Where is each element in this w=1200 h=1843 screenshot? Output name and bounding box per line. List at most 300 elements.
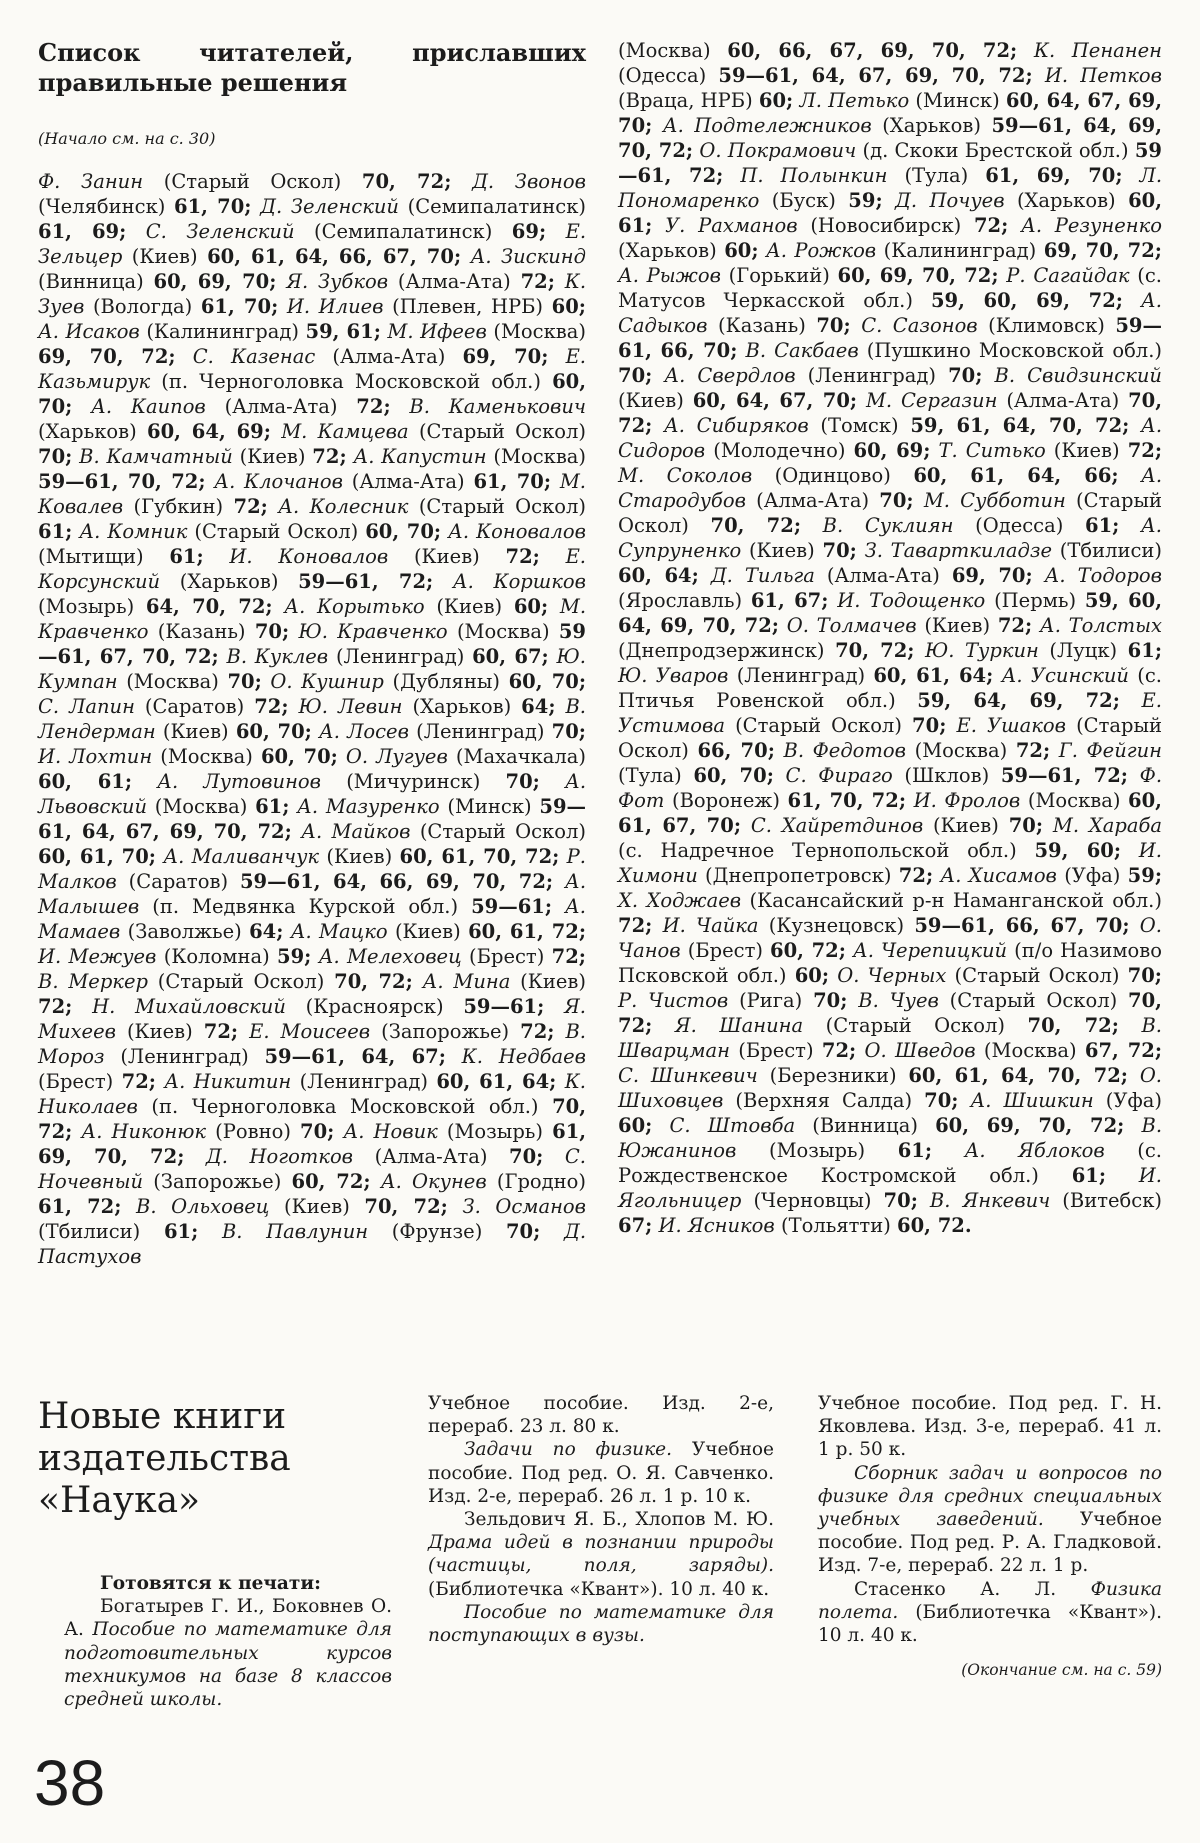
reader-entry [787,614,1032,637]
reader-name: А. Резуненко [1021,214,1162,237]
reader-city: (Одесса) [975,514,1064,537]
problem-numbers: 61 [255,795,283,818]
reader-name: А. Сибиряков [664,414,809,437]
reader-entry [665,214,1008,237]
reader-name: В. Федотов [783,739,907,762]
reader-entry [940,864,1162,887]
separator: ; [645,1114,653,1137]
reader-entry [38,170,451,193]
problem-numbers: 59—61, 64, 66, 69, 70, 72 [239,870,546,893]
reader-city: (д. Скоки Брестской обл.) [862,139,1129,162]
problem-numbers: 61, 69, 70, 72 [38,1120,587,1168]
reader-city: (Киев) [162,720,229,743]
reader-city: (Киев) [326,845,393,868]
separator: ; [1154,639,1163,662]
reader-entry [136,1195,448,1218]
reader-city: (Старый Оскол) [418,420,586,443]
reader-name: А. Коновалов [448,520,586,543]
separator: ; [230,1020,239,1043]
reader-city: (Тольятти) [780,1214,891,1237]
reader-city: (Мозырь) [38,595,135,618]
reader-name: У. Рахманов [665,214,798,237]
readers-list-right [618,38,1162,1238]
reader-name: А. Новик [343,1120,438,1143]
reader-city: (Кузнецовск) [768,914,905,937]
reader-city: (Киев) [924,614,991,637]
reader-city: (п. Медвянка Курской обл.) [152,895,459,918]
reader-name: Д. Тильга [710,564,815,587]
problem-numbers: 70 [1127,964,1155,987]
problem-numbers: 59—61, 70, 72 [38,470,199,493]
problem-numbers: 72 [38,995,66,1018]
reader-name: О. Шведов [864,1039,976,1062]
problem-numbers: 70 [38,445,66,468]
reader-name: Е. Ушаков [956,714,1066,737]
separator: ; [1025,64,1033,87]
reader-city: (Алма-Ата) [374,1145,488,1168]
problem-numbers: 72 [821,1039,850,1062]
reader-name: В. Ольховец [136,1195,270,1218]
reader-entry [38,945,311,968]
reader-city: (Красноярск) [305,995,444,1018]
problem-numbers: 70, 72 [361,170,445,193]
reader-city: (Киев) [1053,439,1120,462]
separator: ; [65,1120,73,1143]
book-details: Учебное пособие. Изд. 2-е, перераб. 23 л. 80 к. [428,1393,774,1438]
reader-city: (Киев) [394,920,461,943]
reader-name: Л. Пономаренко [618,164,1163,212]
separator: ; [211,645,219,668]
reader-name: А. Колесник [278,495,409,518]
separator: ; [65,995,73,1018]
reader-name: В. Шварцман [618,1014,1162,1062]
problem-numbers: 61, 70 [200,295,272,318]
reader-entry [299,695,556,718]
reader-city: (Старый Оскол) [954,964,1120,987]
reader-name: А. Мелеховец [318,945,462,968]
problem-numbers: 59, 64, 69, 72 [917,689,1113,712]
separator: ; [547,270,555,293]
reader-city: (Буск) [771,189,836,212]
reader-entry [38,320,381,343]
book-details: Учебное пособие. Под ред. О. Я. Савченко. Изд. 2-е, перераб. 26 л. 1 р. 10 к. [428,1439,774,1507]
problem-numbers: 60 [551,295,579,318]
problem-numbers: 61, 70 [174,195,245,218]
reader-name: И. Коновалов [229,545,389,568]
problem-numbers: 72 [233,495,261,518]
separator: ; [1154,439,1163,462]
reader-city: (Ленинград) [299,1070,428,1093]
reader-entry [711,564,1033,587]
reader-city: (с. Птичья Ровенской обл.) [618,664,1162,712]
reader-name: Ф. Фот [618,764,1163,812]
reader-city: (Москва) [456,620,550,643]
separator: ; [730,339,738,362]
separator: ; [440,1195,448,1218]
book-details: (Библиотечка «Квант»). 10 л. 40 к. [428,1578,770,1600]
reader-name: А. Львовский [38,770,587,818]
problem-numbers: 70 [1008,814,1036,837]
problem-numbers: 70, 72 [710,514,794,537]
reader-name: А. Никитин [164,1070,292,1093]
problem-numbers: 60, 69 [853,439,924,462]
separator: ; [1113,839,1122,862]
separator: ; [276,920,284,943]
reader-name: Т. Ситько [938,439,1046,462]
reader-name: В. Мороз [38,1020,586,1068]
separator: ; [536,1145,544,1168]
book-title: Физика полета. [818,1578,1162,1623]
separator: ; [304,945,312,968]
reader-entry [227,645,549,668]
separator: ; [907,639,915,662]
reader-city: (Старый Оскол) [618,489,1162,537]
problem-numbers: 59—61 [471,895,545,918]
reader-name: В. Куклев [226,645,329,668]
problem-numbers: 60, 61, 64 [436,1070,550,1093]
problem-numbers: 67, 72 [1084,1039,1155,1062]
separator: ; [1120,1064,1128,1087]
problem-numbers: 60 [794,964,822,987]
separator: ; [327,1120,335,1143]
problem-numbers: 70, 72 [618,989,1162,1037]
reader-city: (Киев) [239,445,306,468]
separator: ; [282,795,290,818]
reader-city: (Дубляны) [392,670,500,693]
problem-numbers: 60, 61, 64 [873,664,987,687]
reader-name: Д. Пастухов [38,1220,587,1268]
separator: ; [1025,564,1033,587]
reader-city: (Воронеж) [671,789,780,812]
separator: ; [578,670,587,693]
reader-name: Ю. Левин [298,695,403,718]
reader-name: О. Лугуев [345,745,448,768]
reader-city: (Новосибирск) [810,214,962,237]
reader-name: Я. Михеев [38,995,587,1043]
reader-name: М. Сергазин [865,389,998,412]
separator: ; [124,770,133,793]
reader-name: З. Османов [462,1195,587,1218]
problem-numbers: 70 [227,670,255,693]
problem-numbers: 72 [1015,739,1043,762]
problem-numbers: 61 [169,545,197,568]
reader-name: В. Суклиян [822,514,954,537]
reader-entry [164,1070,556,1093]
reader-city: (п. Черноголовка Московской обл.) [161,370,541,393]
separator: ; [532,545,540,568]
reader-city: (Москва) [914,739,1008,762]
problem-numbers: 70 [505,1220,534,1243]
reader-name: М. Субботин [923,489,1066,512]
reader-name: А. Каипов [91,395,206,418]
problem-numbers: 59—61, 64, 67 [264,1045,439,1068]
separator: ; [578,945,586,968]
reader-name: З. Таварткиладзе [864,539,1053,562]
reader-name: Ю. Кумпан [38,645,586,693]
reader-name: Е. Моисеев [249,1020,371,1043]
reader-entry [38,970,413,993]
reader-name: Х. Ходжаев [618,889,742,912]
problem-numbers: 72 [997,614,1025,637]
reader-city: (Молодечно) [713,439,846,462]
separator: ; [751,239,759,262]
reader-city: (Верхняя Салда) [735,1089,913,1112]
separator: ; [426,570,434,593]
separator: ; [771,614,779,637]
reader-city: (Харьков) [179,570,279,593]
reader-city: (Старый Оскол) [825,1014,1005,1037]
separator: ; [986,664,994,687]
reader-entry [740,164,1122,187]
separator: ; [543,470,552,493]
problem-numbers: 72 [618,914,646,937]
problem-numbers: 60, 70 [38,370,586,418]
reader-name: А. Шишкин [970,1089,1094,1112]
reader-city: (Калининград) [146,320,299,343]
problem-numbers: 70 [948,364,976,387]
books-column-1 [64,1572,392,1711]
reader-entry [163,845,559,868]
separator: ; [578,295,586,318]
separator: ; [843,314,851,337]
reader-entry [222,1220,540,1243]
reader-name: Е. Казьмирук [38,345,586,393]
reader-city: (Тбилиси) [38,1220,141,1243]
problem-numbers: 64 [249,920,277,943]
reader-name: С. Хайретдинов [750,814,924,837]
continuation-note: (Начало см. на с. 30) [38,129,216,148]
reader-city: (Ленинград) [120,1045,249,1068]
reader-entry [146,220,546,243]
problem-numbers: 69, 70 [462,345,542,368]
problem-numbers: 64, 70, 72 [145,595,266,618]
separator: ; [1154,1039,1163,1062]
separator: ; [645,364,653,387]
separator: ; [260,495,268,518]
reader-entry [287,295,586,318]
problem-numbers: 61, 72 [38,1195,115,1218]
reader-city: (Харьков) [882,114,981,137]
reader-name: А. Коршков [452,570,586,593]
reader-city: (Москва) [1027,789,1121,812]
reader-city: (Винница) [38,270,144,293]
problem-numbers: 61 [1127,639,1155,662]
reader-city: (Днепродзержинск) [618,639,825,662]
problem-numbers: 60 [618,1114,646,1137]
reader-name: Л. Петько [799,89,910,112]
problem-numbers: 70, 72 [334,970,406,993]
separator: ; [1154,239,1162,262]
reader-city: (Запорожье) [381,1020,510,1043]
reader-name: М. Кравченко [38,595,587,643]
reader-city: (Губкин) [133,495,224,518]
reader-name: Н. Михайловский [92,995,286,1018]
problem-numbers: 60, 69, 70, 72 [837,264,992,287]
book-title: Драма идей в познании природы (частицы, поля, заряды). [428,1532,774,1577]
separator: ; [254,670,262,693]
problem-numbers: 70, 72 [618,389,1163,437]
book-details: Учебное пособие. Под ред. Р. А. Гладковой. Изд. 7-е, перераб. 22 л. 1 р. [818,1509,1162,1577]
reader-city: (Ровно) [215,1120,291,1143]
reader-name: О. Чанов [618,914,1162,962]
reader-name: К. Пенанен [1033,39,1163,62]
reader-city: (Старый Оскол) [194,520,359,543]
reader-entry [664,364,982,387]
separator: ; [533,1220,541,1243]
problem-numbers: 60, 61, 67, 70 [618,789,1162,837]
problem-numbers: 60, 66, 67, 69, 70, 72 [727,39,1011,62]
reader-city: (Тула) [904,164,969,187]
reader-name: О. Кушнир [270,670,384,693]
problem-numbers: 60, 64 [618,564,692,587]
reader-city: (Уфа) [1064,864,1121,887]
reader-city: (Старый Оскол) [949,989,1118,1012]
reader-name: В. Южанинов [618,1114,1163,1162]
reader-name: А. Никонюк [81,1120,207,1143]
reader-name: С. Лапин [38,695,135,718]
separator: ; [910,1189,918,1212]
reader-name: О. Шиховцев [618,1064,1162,1112]
reader-entry [837,964,1162,987]
problem-numbers: 60, 61, 64, 70, 72 [908,1064,1121,1087]
new-books-title: Новые книги издательства «Наука» [38,1396,291,1521]
book-entry [64,1595,392,1711]
reader-city: (Минск) [447,795,532,818]
reader-name: С. Ночевный [38,1145,586,1193]
separator: ; [645,114,653,137]
reader-city: (Киев) [520,970,586,993]
books-column-2 [428,1392,774,1647]
reader-city: (Одесса) [618,64,707,87]
reader-city: (Алма-Ата) [756,489,870,512]
separator: ; [840,989,848,1012]
problem-numbers: 70 [912,714,940,737]
reader-name: В. Каменькович [409,395,587,418]
problem-numbers: 60, 69, 70 [153,270,270,293]
reader-name: И. Межуев [38,945,157,968]
problem-numbers: 59 [848,189,876,212]
reader-name: И. Химони [618,839,1163,887]
problem-numbers: 60, 61 [618,189,1162,237]
reader-name: И. Ягольницер [618,1164,1163,1212]
problem-numbers: 64 [521,695,549,718]
reader-city: (Харьков) [38,420,137,443]
problem-numbers: 70, 72 [1027,1014,1112,1037]
separator: ; [65,395,73,418]
problem-numbers: 60, 61, 72 [468,920,579,943]
separator: ; [304,720,312,743]
reader-city: (Алма-Ата) [332,345,446,368]
reader-name: А. Тодоров [1044,564,1162,587]
reader-entry [229,545,539,568]
problem-numbers: 69, 70, 72 [1043,239,1155,262]
reader-name: А. Окунев [380,1170,487,1193]
reader-entry [751,814,1043,837]
separator: ; [849,1039,857,1062]
problem-numbers: 60, 72. [897,1214,972,1237]
reader-entry [81,1120,334,1143]
separator: ; [821,964,830,987]
reader-city: (Заволжье) [127,920,242,943]
book-details: (Библиотечка «Квант»). 10 л. 40 к. [818,1601,1162,1647]
problem-numbers: 60, 61, 64, 66 [913,464,1112,487]
book-authors: Богатырев Г. И., Боковнев О. А. [64,1596,392,1641]
reader-entry [783,739,1050,762]
separator: ; [578,720,586,743]
separator: ; [898,789,907,812]
reader-name: А. Подтележников [662,114,872,137]
reader-city: (Старый Оскол) [418,495,587,518]
problem-numbers: 60 [724,239,752,262]
reader-city: (Пушкино Московской обл.) [866,339,1162,362]
reader-city: (Москва) [493,445,587,468]
separator: ; [271,295,279,318]
reader-name: А. Лосев [319,720,409,743]
reader-city: (Ленинград) [416,720,545,743]
problem-numbers: 72 [520,270,548,293]
reader-name: А. Супруненко [618,514,1162,562]
separator: ; [1154,864,1163,887]
problem-numbers: 59—61, 67, 70, 72 [38,620,586,668]
reader-entry [925,639,1162,662]
reader-name: К. Зуев [38,270,587,318]
problem-numbers: 60, 61, 64, 66, 67, 70 [207,245,454,268]
readers-column-right [618,38,1162,1238]
reader-city: (Киев) [413,545,480,568]
reader-city: (Киев) [131,245,198,268]
separator: ; [1120,764,1128,787]
problem-numbers: 59, 61, 64, 70, 72 [910,414,1123,437]
problem-numbers: 70, 72 [38,1095,587,1143]
reader-name: И. Чайка [662,914,759,937]
reader-city: (Киев) [618,389,684,412]
problem-numbers: 69, 70 [951,564,1026,587]
problem-numbers: 59—61, 64, 67, 69, 70, 72 [38,795,587,843]
separator: ; [177,1145,185,1168]
problem-numbers: 70 [300,1120,328,1143]
separator: ; [281,620,290,643]
separator: ; [148,845,156,868]
reader-city: (Москва) [126,670,219,693]
problem-numbers: 60, 67 [472,645,542,668]
reader-city: (Брест) [687,939,763,962]
problem-numbers: 60, 61 [38,770,125,793]
reader-city: (Мозырь) [446,1120,544,1143]
reader-name: И. Петков [1044,64,1162,87]
separator: ; [766,764,774,787]
reader-city: (Ленинград) [736,664,866,687]
reader-name: Я. Зубков [286,270,389,293]
book-entry [818,1578,1162,1648]
reader-city: (Брест) [738,1039,814,1062]
page-number: 38 [34,1747,106,1819]
reader-name: И. Фролов [913,789,1021,812]
problem-numbers: 59—61, 66, 70 [618,314,1162,362]
reader-city: (Москва) [160,745,253,768]
problem-numbers: 72 [898,864,926,887]
reader-city: (Киев) [748,539,815,562]
reader-entry [319,945,586,968]
book-entry [428,1438,774,1508]
reader-entry [618,1064,1128,1087]
reader-name: М. Ковалев [38,470,586,518]
problem-numbers: 70 [816,314,844,337]
reader-entry [38,695,289,718]
reader-entry [939,439,1163,462]
separator: ; [196,545,204,568]
reader-name: Д. Ноготков [205,1145,354,1168]
reader-name: А. Маливанчук [163,845,320,868]
